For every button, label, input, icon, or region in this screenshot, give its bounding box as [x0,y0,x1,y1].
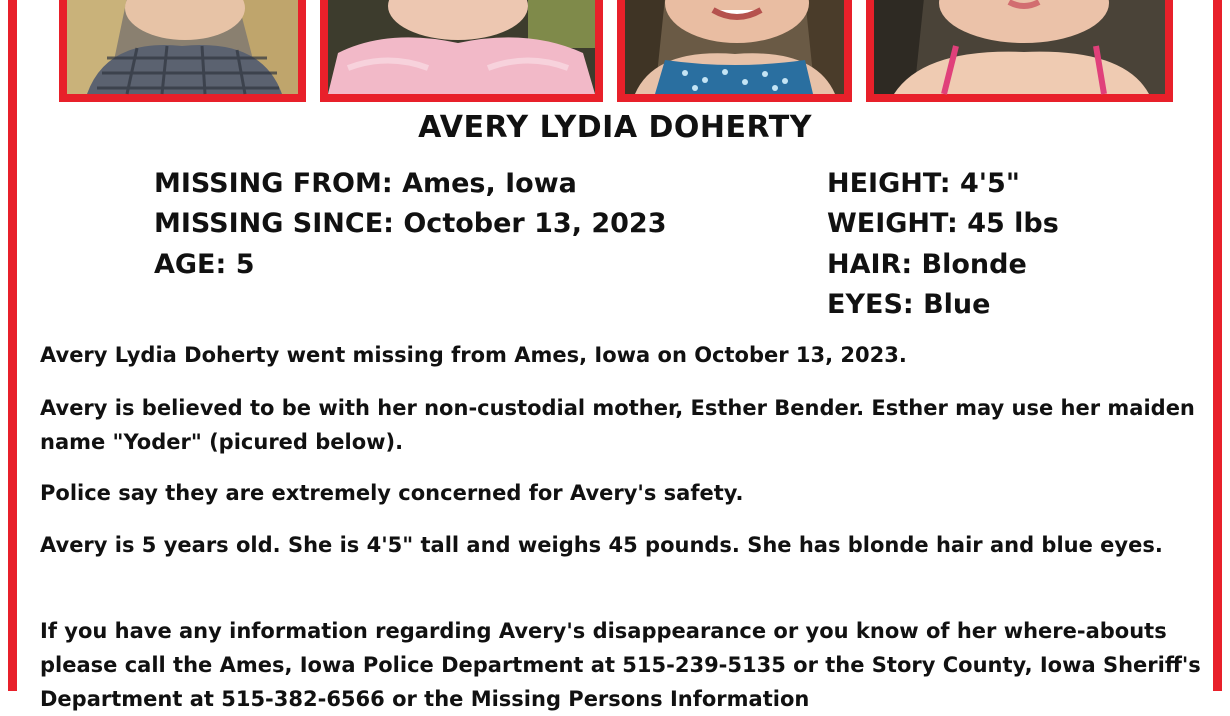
field-label: WEIGHT: [827,208,958,239]
age-field [154,249,255,280]
field-label: MISSING FROM: [154,168,393,199]
missing-from-field [154,168,577,199]
field-label: MISSING SINCE: [154,208,394,239]
field-value: Blonde [921,249,1027,280]
field-value: Blue [923,289,991,320]
field-label: HAIR: [827,249,913,280]
poster-border-left [8,0,17,691]
field-value: 4'5" [960,168,1020,199]
child-photo-1 [59,0,306,102]
hair-field [827,249,1027,280]
field-value: Ames, Iowa [402,168,577,199]
field-label: AGE: [154,249,227,280]
paragraph-mother: Avery is believed to be with her non-custodial mother, Esther Bender. Esther may use her maiden name "Yoder" (picured below). [40,396,1195,454]
child-photo-3 [617,0,852,102]
field-label: HEIGHT: [827,168,951,199]
weight-field [827,208,1059,239]
field-value: 5 [235,249,255,280]
poster-border-right [1213,0,1222,691]
child-photo-4 [866,0,1173,102]
field-label: EYES: [827,289,914,320]
paragraph-missing: Avery Lydia Doherty went missing from Ames, Iowa on October 13, 2023. [40,343,907,367]
missing-since-field [154,208,667,239]
paragraph-description: Avery is 5 years old. She is 4'5" tall and weighs 45 pounds. She has blonde hair and blue eyes. [40,533,1163,557]
missing-person-name: AVERY LYDIA DOHERTY [418,110,812,145]
paragraph-concern: Police say they are extremely concerned for Avery's safety. [40,481,744,505]
height-field [827,168,1020,199]
field-value: 45 lbs [967,208,1059,239]
field-value: October 13, 2023 [403,208,667,239]
eyes-field [827,289,990,320]
paragraph-contact: If you have any information regarding Avery's disappearance or you know of her where-abouts please call the Ames, Iowa Police Department at 515-239-5135 or the Story County, Iowa Sheriff's Department at 515-382-6566 or the Missing Persons Information [40,619,1201,711]
child-photo-2 [320,0,603,102]
